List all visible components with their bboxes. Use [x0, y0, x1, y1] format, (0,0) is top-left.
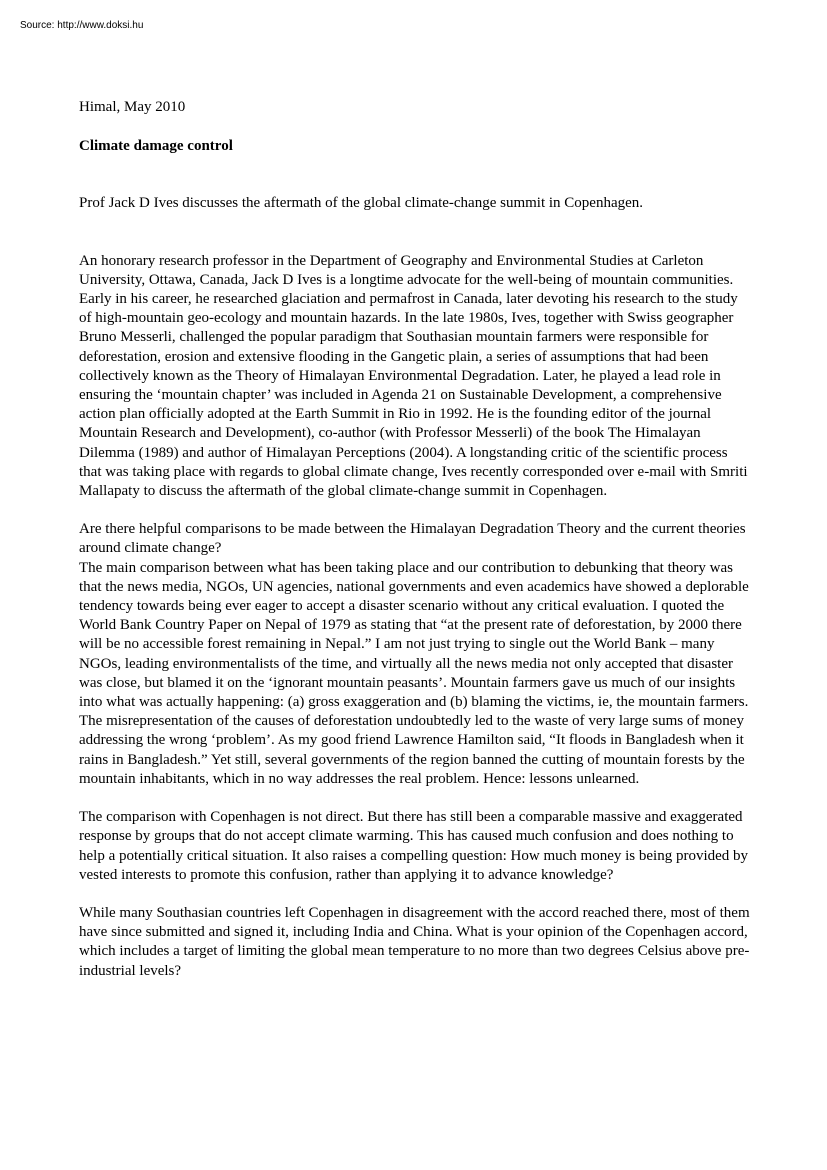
- author-bio-paragraph: An honorary research professor in the Department of Geography and Environmental Studies at Carleton University, Ottawa, Canada, Jack D Ives is a longtime advocate for the well-being of mountain communities. Early in his career, he researched glaciation and permafrost in Canada, later devoting his research to the study of high-mountain geo-ecology and mountain hazards. In the late 1980s, Ives, together with Swiss geographer Bruno Messerli, challenged the popular paradigm that Southasian mountain farmers were responsible for deforestation, erosion and extensive flooding in the Gangetic plain, a series of assumptions that had been collectively known as the Theory of Himalayan Environmental Degradation. Later, he played a lead role in ensuring the ‘mountain chapter’ was included in Agenda 21 on Sustainable Development, a comprehensive action plan officially adopted at the Earth Summit in Rio in 1992. He is the founding editor of the journal Mountain Research and Development), co-author (with Professor Messerli) of the book The Himalayan Dilemma (1989) and author of Himalayan Perceptions (2004). A longstanding critic of the scientific process that was taking place with regards to global climate change, Ives recently corresponded over e-mail with Smriti Mallapaty to discuss the aftermath of the global climate-change summit in Copenhagen.: [79, 252, 748, 500]
- question-1: Are there helpful comparisons to be made between the Himalayan Degradation Theory and the current theories around climate change?: [79, 521, 746, 557]
- article-lead: Prof Jack D Ives discusses the aftermath of the global climate-change summit in Copenhagen.: [79, 195, 644, 212]
- source-url: Source: http://www.doksi.hu: [20, 20, 144, 31]
- question-2: While many Southasian countries left Copenhagen in disagreement with the accord reached there, most of them have since submitted and signed it, including India and China. What is your opinion of the Copenhagen accord, which includes a target of limiting the global mean temperature to no more than two degrees Celsius above pre-industrial levels?: [79, 904, 750, 979]
- publication-line: Himal, May 2010: [79, 99, 186, 115]
- answer-1-paragraph-2: The comparison with Copenhagen is not direct. But there has still been a comparable massive and exaggerated response by groups that do not accept climate warming. This has caused much confusion and does nothing to help a potentially critical situation. It also raises a compelling question: How much money is being provided by vested interests to promote this confusion, rather than applying it to advance knowledge?: [79, 809, 749, 883]
- article-title: Climate damage control: [79, 138, 233, 155]
- article: [79, 98, 751, 981]
- answer-1-paragraph-1: The main comparison between what has been taking place and our contribution to debunking that theory was that the news media, NGOs, UN agencies, national governments and even academics have showed a deplorable tendency towards being ever eager to accept a disaster scenario without any critical evaluation. I quoted the World Bank Country Paper on Nepal of 1979 as stating that “at the present rate of deforestation, by 2000 there will be no accessible forest remaining in Nepal.” I am not just trying to single out the World Bank – many NGOs, leading environmentalists of the time, and virtually all the news media not only accepted that disaster was close, but blamed it on the ‘ignorant mountain peasants’. Mountain farmers gave us much of our insights into what was actually happening: (a) gross exaggeration and (b) blaming the victims, ie, the mountain farmers. The misrepresentation of the causes of deforestation undoubtedly led to the waste of very large sums of money addressing the wrong ‘problem’. As my good friend Lawrence Hamilton said, “It floods in Bangladesh when it rains in Bangladesh.” Yet still, several governments of the region banned the cutting of mountain forests by the mountain inhabitants, which in no way addresses the real problem. Hence: lessons unlearned.: [79, 559, 749, 787]
